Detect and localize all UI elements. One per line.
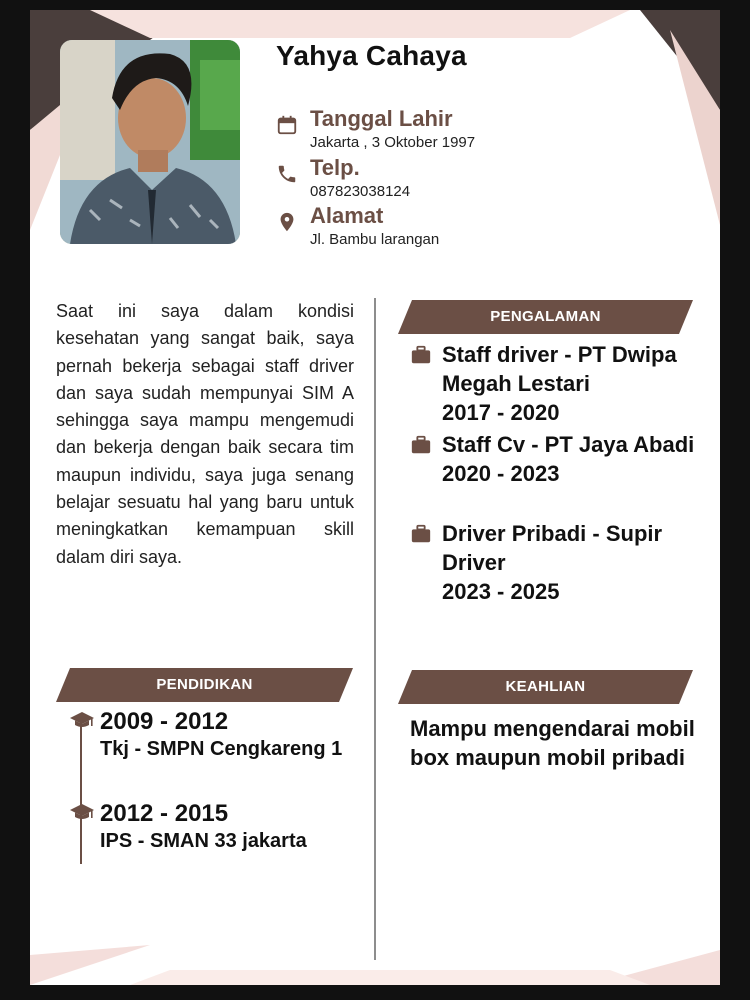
experience-heading: PENGALAMAN (398, 300, 693, 334)
briefcase-icon (410, 434, 432, 456)
resume-page (30, 10, 720, 985)
experience-years: 2023 - 2025 (442, 579, 560, 604)
info-value: 087823038124 (310, 183, 411, 200)
info-label: Telp. (310, 155, 360, 180)
column-divider (374, 298, 376, 960)
candidate-name: Yahya Cahaya (276, 40, 467, 71)
education-school: Tkj - SMPN Cengkareng 1 (100, 738, 343, 760)
experience-item (410, 340, 710, 427)
experience-years: 2020 - 2023 (442, 461, 560, 486)
profile-summary: Saat ini saya dalam kondisi kesehatan yang sangat baik, saya pernah bekerja sebagai staff driver dan saya sudah mempunyai SIM A sehingga saya mampu mengemudi dan bekerja dengan baik secara tim maupun individu, saya juga senang belajar sesuatu hal yang baru untuk meningkatkan kemampuan skill dalam diri saya. (56, 301, 354, 567)
experience-item (410, 519, 710, 606)
experience-years: 2017 - 2020 (442, 400, 560, 425)
profile-photo (60, 40, 240, 244)
graduation-cap-icon (70, 710, 94, 732)
deco-bottom-strip (130, 970, 650, 985)
skills-heading: KEAHLIAN (398, 670, 693, 704)
location-icon (276, 211, 298, 233)
education-item (70, 708, 360, 763)
experience-title: Driver Pribadi - Supir Driver (442, 521, 663, 575)
info-label: Alamat (310, 203, 384, 228)
education-school: IPS - SMAN 33 jakarta (100, 830, 307, 852)
info-value: Jl. Bambu larangan (310, 231, 440, 248)
education-years: 2009 - 2012 (100, 708, 229, 735)
deco-bottom-left (30, 945, 150, 985)
graduation-cap-icon (70, 802, 94, 824)
experience-title: Staff driver - PT Dwipa Megah Lestari (442, 342, 677, 396)
info-label: Tanggal Lahir (310, 106, 453, 131)
education-item (70, 800, 360, 855)
skills-text: Mampu mengendarai mobil box maupun mobil pribadi (410, 716, 695, 770)
experience-title: Staff Cv - PT Jaya Abadi (442, 432, 695, 457)
person-photo (60, 40, 240, 244)
briefcase-icon (410, 523, 432, 545)
info-value: Jakarta , 3 Oktober 1997 (310, 134, 476, 151)
deco-top-strip (90, 10, 630, 38)
calendar-icon (276, 114, 298, 136)
phone-icon (276, 163, 298, 185)
experience-item (410, 430, 710, 488)
education-years: 2012 - 2015 (100, 800, 229, 827)
briefcase-icon (410, 344, 432, 366)
education-heading: PENDIDIKAN (56, 668, 353, 702)
